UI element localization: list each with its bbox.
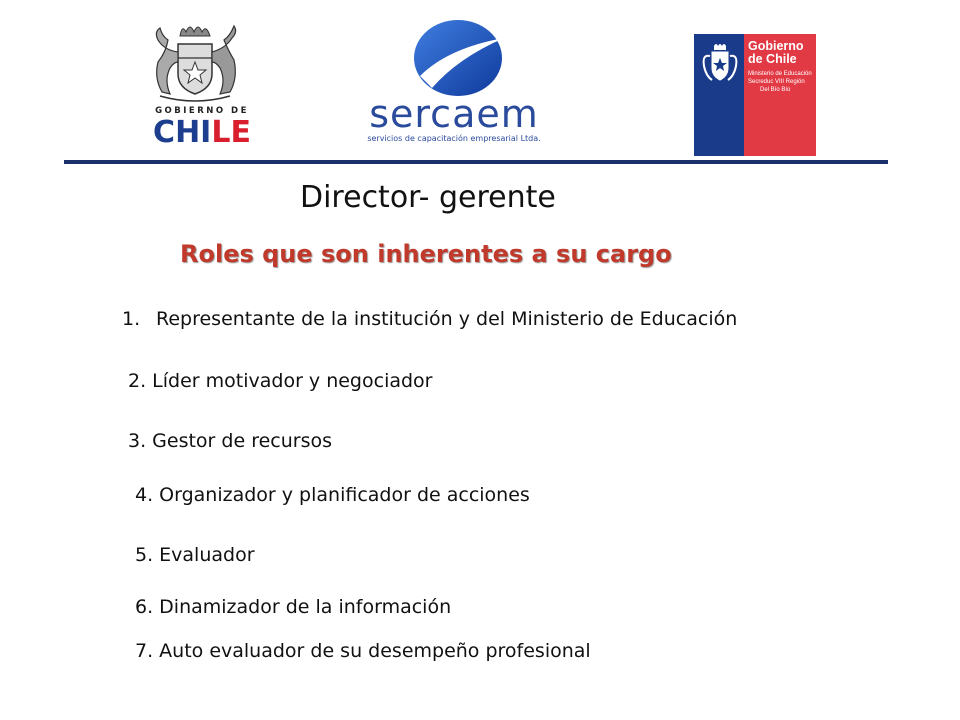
sercaem-swoosh-icon (328, 18, 578, 98)
list-item: 3. Gestor de recursos (128, 430, 332, 452)
chile-wordmark: CHILE (153, 115, 251, 150)
sercaem-tagline: servicios de capacitación empresarial Ltda. (367, 134, 541, 143)
gobierno-de-chile-logo (140, 22, 250, 152)
sercaem-logo (328, 18, 578, 143)
list-item: 5. Evaluador (135, 544, 255, 566)
coat-of-arms-icon (140, 22, 250, 106)
gobierno-de-chile-title: Gobierno de Chile (748, 39, 804, 66)
header-divider (64, 160, 888, 164)
list-item: 2. Líder motivador y negociador (128, 370, 433, 392)
page-subtitle: Roles que son inherentes a su cargo (180, 240, 672, 268)
ministerio-educacion-logo (694, 34, 816, 156)
list-item: 7. Auto evaluador de su desempeño profesional (135, 640, 591, 662)
list-item: 4. Organizador y planificador de acciones (135, 484, 530, 506)
sercaem-wordmark: sercaem (369, 92, 539, 136)
ministerio-subtitle: Ministerio de Educación Secreduc VIII Región Del Bío Bío (748, 71, 812, 93)
gobierno-de-label: GOBIERNO DE (155, 106, 249, 116)
list-item: 6. Dinamizador de la información (135, 596, 452, 618)
page-title: Director- gerente (300, 180, 556, 215)
coat-of-arms-icon (700, 42, 740, 86)
list-item: 1. Representante de la institución y del Ministerio de Educación (122, 308, 738, 330)
